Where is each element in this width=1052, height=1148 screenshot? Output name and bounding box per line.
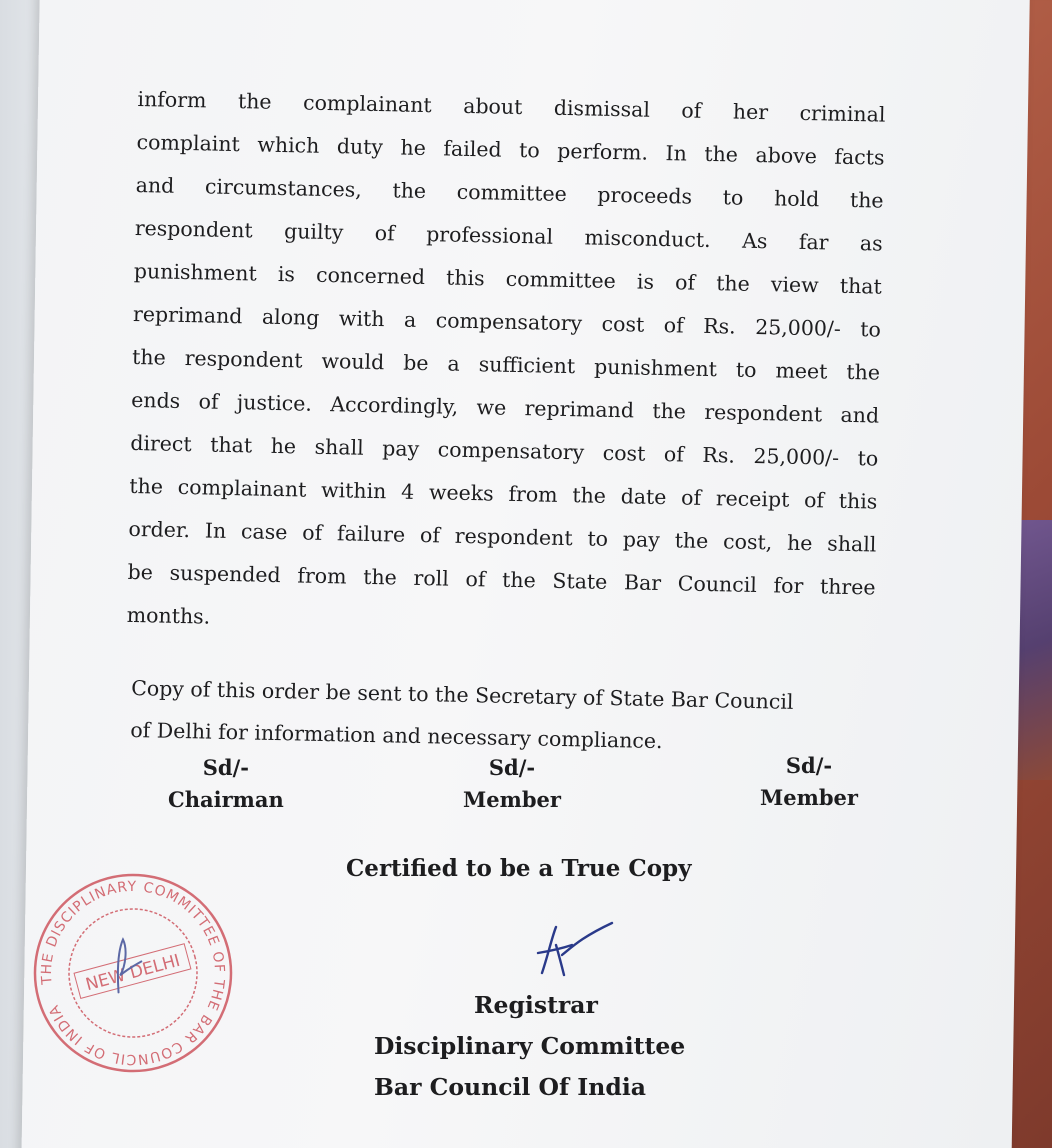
text-line: complaint which duty he failed to perform. In the above facts	[136, 129, 885, 170]
committee-name: Disciplinary Committee	[374, 1032, 686, 1060]
text-line: be suspended from the roll of the State Bar Council for three	[127, 559, 876, 600]
chairman-signature-block	[168, 752, 284, 816]
text-line: Copy of this order be sent to the Secretary of State Bar Council	[130, 675, 794, 714]
signatory-role: Member	[463, 787, 561, 812]
text-line: respondent guilty of professional misconduct. As far as	[134, 215, 883, 256]
svg-text:NEW DELHI: NEW DELHI	[83, 950, 183, 996]
sd-mark: Sd/-	[202, 755, 249, 780]
official-seal-stamp	[28, 868, 238, 1078]
sd-mark: Sd/-	[488, 755, 536, 780]
text-line: months.	[126, 602, 211, 629]
text-line: ends of justice. Accordingly, we reprimand the respondent and	[131, 387, 880, 428]
certified-true-copy: Certified to be a True Copy	[346, 855, 692, 882]
document-body	[124, 78, 886, 767]
order-paragraph	[126, 78, 886, 653]
registrar-title: Registrar	[474, 991, 598, 1019]
signatory-role: Chairman	[168, 787, 284, 812]
member-signature-block	[463, 752, 561, 816]
signatory-role: Member	[760, 785, 858, 810]
text-line: direct that he shall pay compensatory cost of Rs. 25,000/- to	[130, 430, 879, 471]
registrar-signature	[520, 915, 620, 985]
text-line: the complainant within 4 weeks from the date of receipt of this	[129, 473, 878, 514]
text-line: punishment is concerned this committee is of the view that	[133, 258, 883, 299]
text-line: and circumstances, the committee proceeds to hold the	[135, 172, 884, 213]
member-signature-block	[760, 750, 858, 814]
text-line: reprimand along with a compensatory cost of Rs. 25,000/- to	[132, 301, 882, 342]
council-name: Bar Council Of India	[374, 1073, 646, 1101]
text-line: inform the complainant about dismissal of her criminal	[137, 86, 886, 127]
text-line: of Delhi for information and necessary compliance.	[130, 717, 663, 754]
registrar-block	[374, 985, 685, 1108]
text-line: order. In case of failure of respondent to pay the cost, he shall	[128, 516, 877, 557]
sd-mark: Sd/-	[785, 753, 833, 778]
svg-text:THE DISCIPLINARY COMMITTEE OF: THE DISCIPLINARY COMMITTEE OF THE BAR COUNCIL OF INDIA	[38, 878, 228, 1068]
text-line: the respondent would be a sufficient punishment to meet the	[131, 344, 881, 385]
